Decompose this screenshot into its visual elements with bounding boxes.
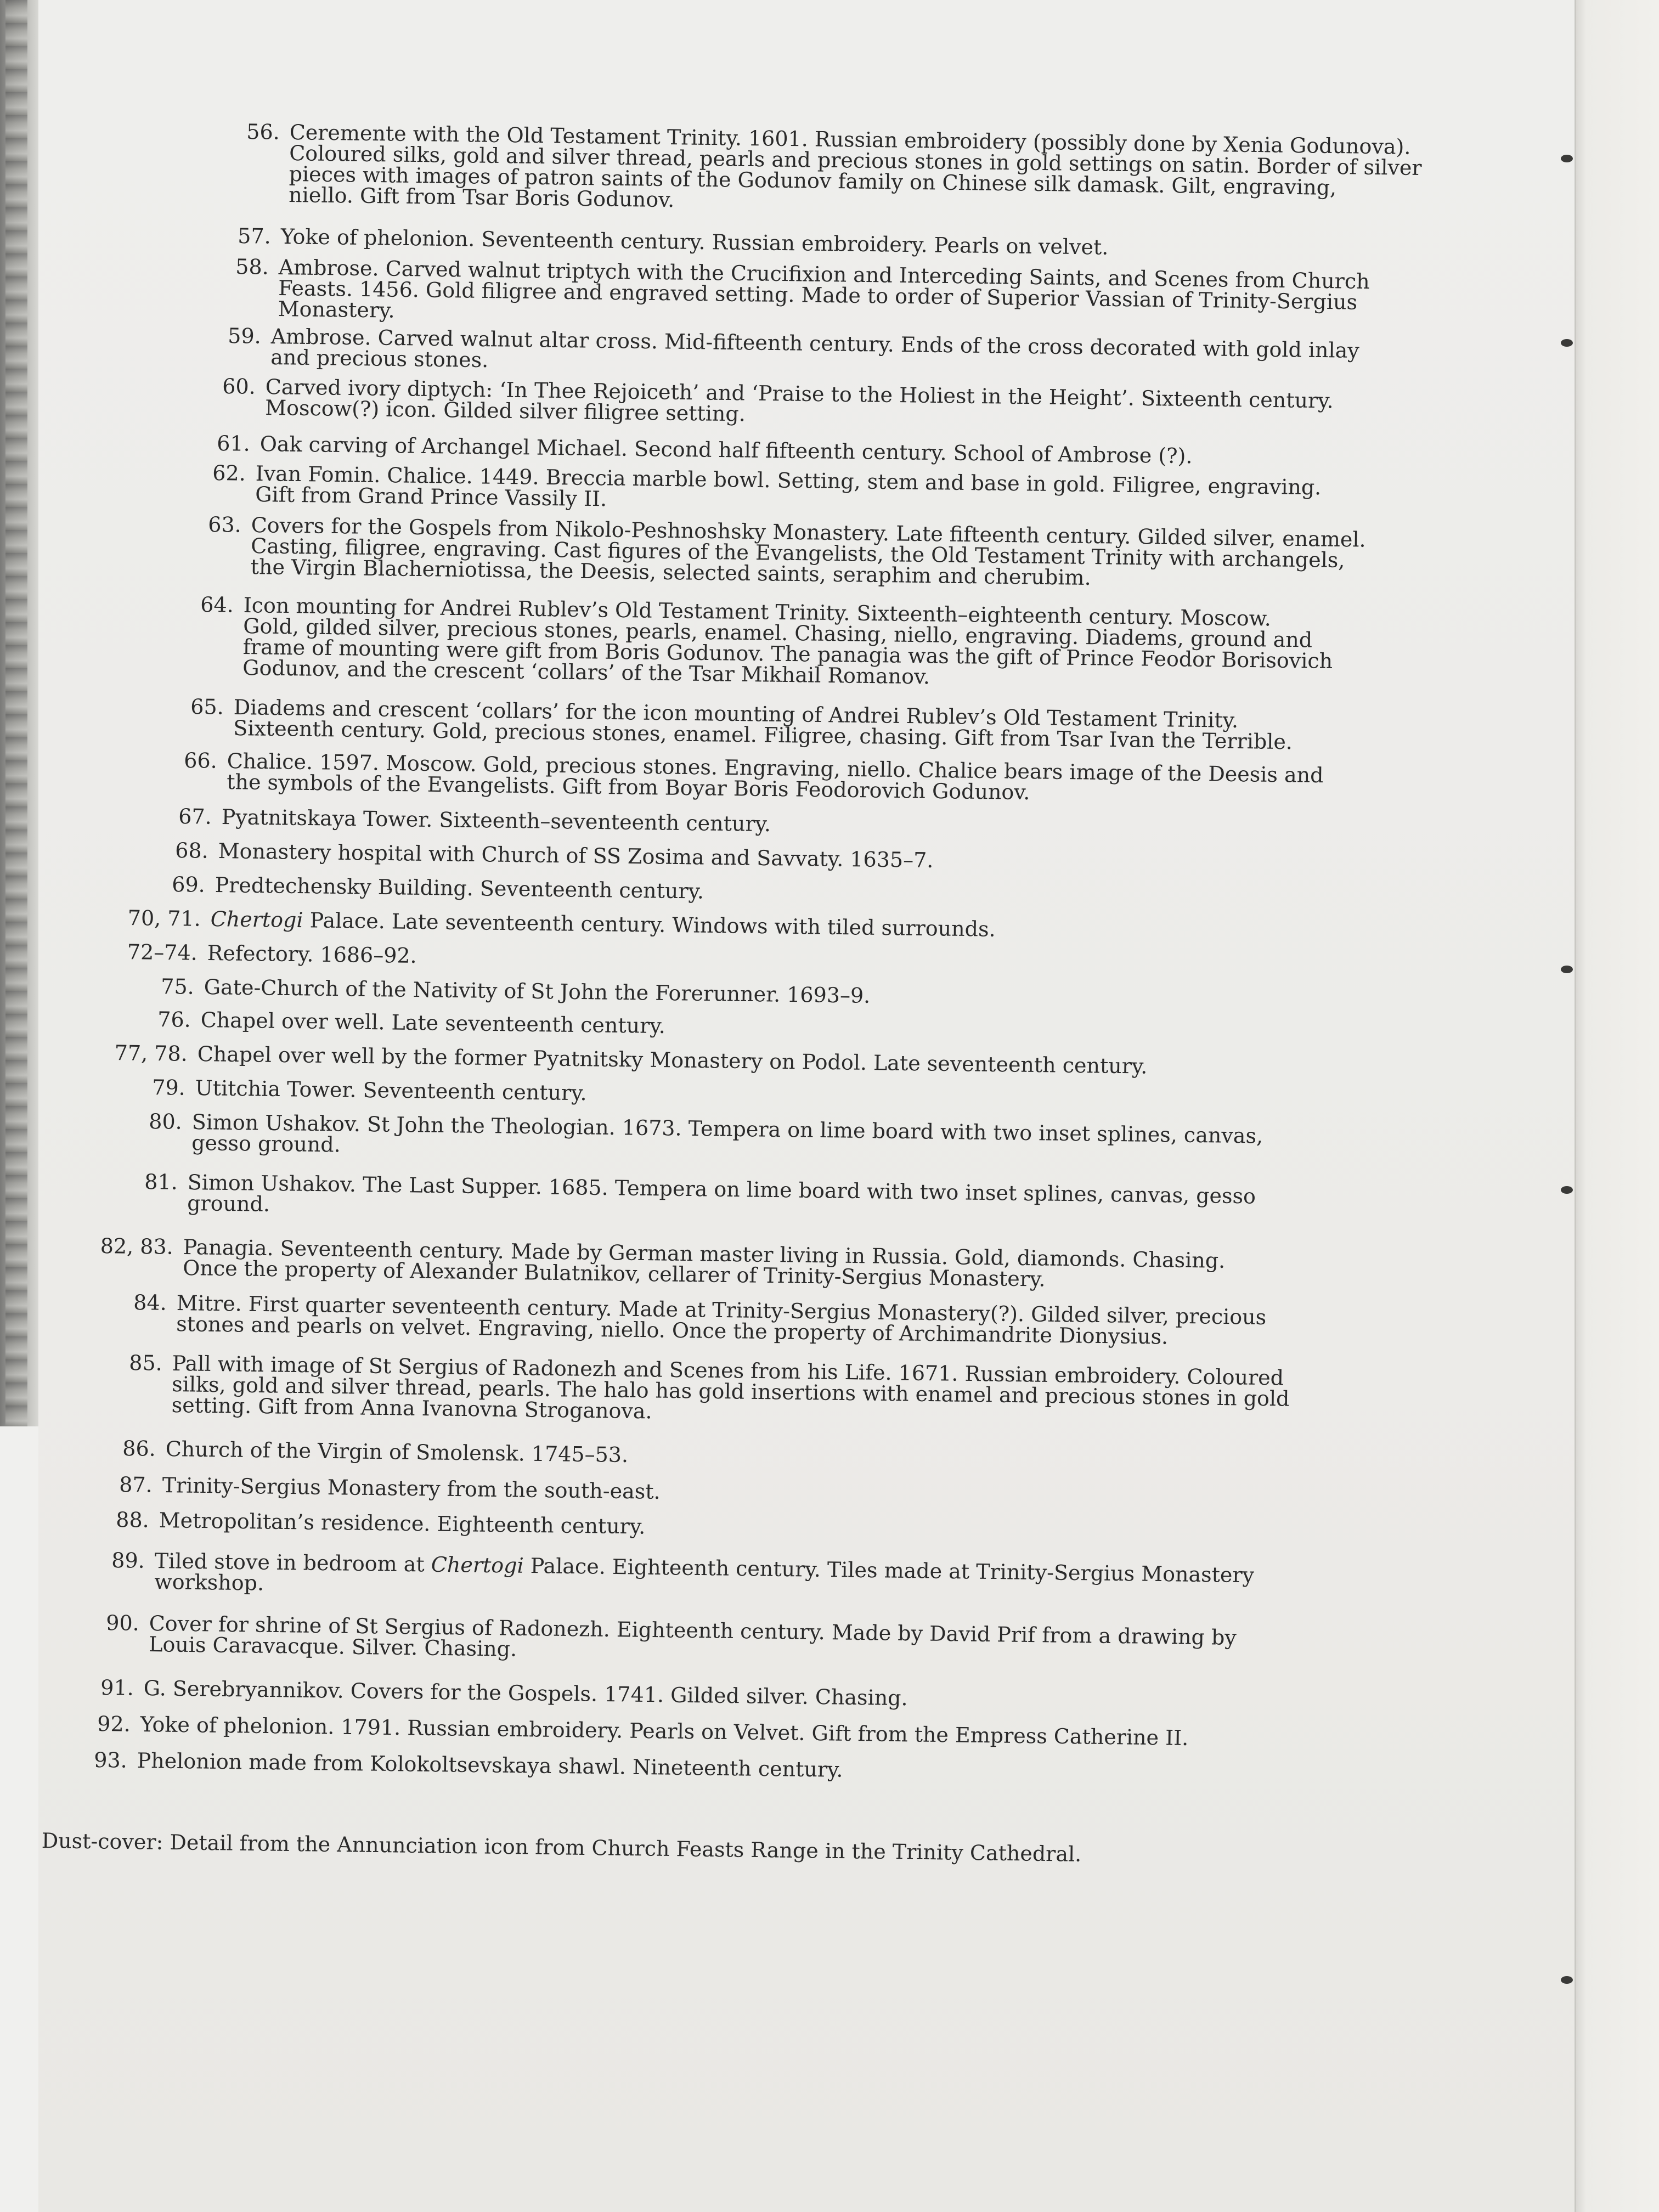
caption-entry-88	[116, 1507, 646, 1539]
caption-entry-67	[178, 804, 771, 837]
entry-number: 62.	[212, 460, 246, 486]
entry-number: 88.	[116, 1507, 150, 1532]
caption-entry-57	[238, 223, 1109, 259]
entry-number: 79.	[152, 1075, 186, 1100]
entry-text: Palace. Eighteenth century. Tiles made at Trinity-Sergius Monastery workshop.	[154, 1553, 1255, 1595]
entry-text: Refectory. 1686–92.	[207, 941, 417, 968]
caption-entry-87	[119, 1472, 661, 1504]
entry-number: 68.	[175, 838, 209, 863]
entry-text: Icon mounting for Andrei Rublev’s Old Testament Trinity. Sixteenth–eighteenth century. Moscow. Gold, gilded silver, precious stones, pearls, enamel. Chasing, niello, engraving. Diadems, ground and frame of mounting were gift from Boris Godunov. The panagia was the gift of Prince Feodor Borisovich Godunov, and the crescent ‘collars’ of the Tsar Mikhail Romanov.	[242, 593, 1333, 689]
entry-text: Covers for the Gospels from Nikolo-Peshnoshsky Monastery. Late fifteenth century. Gilded silver, enamel. Casting, filigree, engraving. Cast figures of the Evangelists, the Old Testament Trinity with archangels, the Virgin Blacherniotissa, the Deesis, selected saints, seraphim and cherubim.	[250, 513, 1366, 590]
caption-entry-66	[184, 748, 1324, 806]
caption-entry-82-83	[100, 1234, 1226, 1292]
entry-text: Utitchia Tower. Seventeenth century.	[195, 1076, 587, 1105]
caption-entry-64	[200, 592, 1333, 692]
caption-entry-84	[133, 1290, 1267, 1349]
entry-text: Church of the Virgin of Smolensk. 1745–53.	[165, 1437, 629, 1468]
entry-number: 58.	[235, 254, 269, 279]
caption-entry-75	[161, 974, 871, 1008]
entry-number: 76.	[157, 1007, 191, 1032]
caption-entry-59	[228, 323, 1360, 382]
dust-cover-note	[42, 1830, 1082, 1865]
entry-number: 61.	[217, 431, 251, 456]
caption-entry-77-78	[114, 1041, 1148, 1079]
entry-text: Metropolitan’s residence. Eighteenth century.	[159, 1508, 646, 1539]
entry-text: Chapel over well by the former Pyatnitsky Monastery on Podol. Late seventeenth century.	[197, 1042, 1148, 1079]
entry-number: 72–74.	[127, 940, 198, 965]
caption-entry-58	[235, 254, 1370, 334]
caption-entry-62	[212, 460, 1322, 518]
entry-number: 60.	[222, 374, 256, 399]
caption-entry-60	[222, 374, 1334, 432]
entry-number: 89.	[111, 1548, 145, 1573]
caption-entry-91	[100, 1675, 908, 1711]
entry-text: Ambrose. Carved walnut triptych with the Crucifixion and Interceding Saints, and Scenes from Church Feasts. 1456. Gold filigree and engraved setting. Made to order of Superior Vassian of Trinity-Sergius Monastery.	[278, 255, 1370, 323]
entry-text: Yoke of phelonion. Seventeenth century. Russian embroidery. Pearls on velvet.	[280, 224, 1109, 259]
caption-entry-79	[152, 1075, 587, 1105]
entry-text: Cover for shrine of St Sergius of Radonezh. Eighteenth century. Made by David Prif from a drawing by Louis Caravacque. Silver. Chasing.	[148, 1611, 1237, 1661]
entry-text: Chapel over well. Late seventeenth century.	[200, 1008, 666, 1039]
caption-entry-90	[106, 1610, 1237, 1669]
entry-number: 84.	[133, 1290, 167, 1315]
entry-text: Phelonion made from Kolokoltsevskaya shawl. Nineteenth century.	[137, 1748, 843, 1782]
entry-number: 70, 71.	[127, 906, 201, 931]
entry-number: 93.	[94, 1747, 128, 1773]
entry-text: Chalice. 1597. Moscow. Gold, precious stones. Engraving, niello. Chalice bears image of the Deesis and the symbols of the Evangelists. Gift from Boyar Boris Feodorovich Godunov.	[226, 749, 1324, 805]
caption-entry-80	[149, 1109, 1263, 1167]
entry-number: 80.	[149, 1109, 183, 1134]
entry-number: 59.	[228, 323, 262, 348]
entry-text: Monastery hospital with Church of SS Zosima and Savvaty. 1635–7.	[218, 839, 934, 873]
caption-entry-85	[129, 1350, 1290, 1430]
entry-number: 56.	[246, 119, 280, 144]
entry-text: Oak carving of Archangel Michael. Second half fifteenth century. School of Ambrose (?).	[259, 432, 1193, 469]
entry-text: Mitre. First quarter seventeenth century. Made at Trinity-Sergius Monastery(?). Gilded silver, precious stones and pearls on velvet. Engraving, niello. Once the property of Archimandrite Dionysius.	[176, 1291, 1267, 1349]
dust-cover-text: Detail from the Annunciation icon from Church Feasts Range in the Trinity Cathedral.	[170, 1830, 1082, 1866]
entry-number: 77, 78.	[114, 1041, 188, 1066]
entry-number: 86.	[122, 1436, 156, 1461]
entry-text: Panagia. Seventeenth century. Made by German master living in Russia. Gold, diamonds. Chasing. Once the property of Alexander Bulatnikov, cellarer of Trinity-Sergius Monastery.	[182, 1235, 1226, 1291]
entry-text: G. Serebryannikov. Covers for the Gospels. 1741. Gilded silver. Chasing.	[143, 1676, 908, 1711]
entry-number: 82, 83.	[100, 1234, 174, 1259]
entry-text: Carved ivory diptych: ‘In Thee Rejoiceth’ and ‘Praise to the Holiest in the Height’. Sixteenth century. Moscow(?) icon. Gilded silver filigree setting.	[264, 375, 1334, 426]
caption-entry-65	[190, 694, 1293, 754]
entry-number: 75.	[161, 974, 195, 999]
entry-number: 91.	[100, 1675, 134, 1700]
entry-text: Gate-Church of the Nativity of St John the Forerunner. 1693–9.	[204, 975, 871, 1008]
caption-entry-92	[97, 1711, 1189, 1751]
entry-number: 66.	[184, 748, 218, 773]
entry-number: 65.	[190, 694, 224, 719]
caption-entry-76	[157, 1007, 666, 1039]
entry-number: 87.	[119, 1472, 153, 1497]
dust-cover-label: Dust-cover:	[41, 1829, 163, 1854]
entry-text: Diadems and crescent ‘collars’ for the icon mounting of Andrei Rublev’s Old Testament Trinity. Sixteenth century. Gold, precious stones, enamel. Filigree, chasing. Gift from Tsar Ivan the Terrible.	[233, 695, 1293, 754]
entry-number: 69.	[172, 872, 206, 897]
entry-text: Simon Ushakov. St John the Theologian. 1673. Tempera on lime board with two inset splines, canvas, gesso ground.	[191, 1110, 1263, 1157]
entry-number: 92.	[97, 1711, 131, 1736]
entry-text: Palace. Late seventeenth century. Windows with tiled surrounds.	[303, 908, 996, 941]
entry-text: Pyatnitskaya Tower. Sixteenth–seventeenth century.	[221, 805, 771, 837]
entry-italic-word: Chertogi	[210, 907, 303, 933]
entry-text: Predtechensky Building. Seventeenth century.	[215, 873, 704, 904]
caption-entry-56	[246, 119, 1422, 220]
entry-number: 81.	[144, 1169, 178, 1194]
caption-entry-61	[217, 431, 1193, 469]
caption-entry-70-71	[127, 906, 996, 941]
entry-text: Simon Ushakov. The Last Supper. 1685. Tempera on lime board with two inset splines, canvas, gesso ground.	[187, 1170, 1256, 1216]
caption-entry-72-74	[127, 940, 417, 968]
caption-entry-81	[144, 1169, 1256, 1227]
entry-text: Pall with image of St Sergius of Radonezh and Scenes from his Life. 1671. Russian embroidery. Coloured silks, gold and silver thread, pearls. The halo has gold insertions with enamel and precious stones in gold setting. Gift from Anna Ivanovna Stroganova.	[171, 1351, 1290, 1424]
caption-entry-86	[122, 1436, 629, 1468]
caption-entry-89	[111, 1548, 1255, 1606]
entry-number: 90.	[106, 1610, 140, 1635]
entry-number: 64.	[200, 592, 234, 617]
entry-number: 67.	[178, 804, 212, 829]
caption-entry-68	[175, 838, 934, 873]
entry-text: Ceremente with the Old Testament Trinity. 1601. Russian embroidery (possibly done by Xenia Godunova). Coloured silks, gold and silver thread, pearls and precious stones in gold settings on satin. Border of silver pieces with images of patron saints of the Godunov family on Chinese silk damask. Gilt, engraving, niello. Gift from Tsar Boris Godunov.	[288, 120, 1422, 212]
entry-text: Trinity-Sergius Monastery from the south-east.	[162, 1473, 661, 1504]
entry-number: 63.	[208, 512, 242, 537]
entry-text: Ambrose. Carved walnut altar cross. Mid-fifteenth century. Ends of the cross decorated with gold inlay and precious stones.	[270, 324, 1360, 373]
caption-entry-69	[172, 872, 704, 904]
entry-number: 85.	[129, 1350, 163, 1375]
caption-entry-93	[94, 1747, 843, 1782]
caption-entry-63	[208, 512, 1366, 592]
entry-italic-word: Chertogi	[431, 1552, 524, 1578]
entry-text: Ivan Fomin. Chalice. 1449. Breccia marble bowl. Setting, stem and base in gold. Filigree, engraving. Gift from Grand Prince Vassily II.	[255, 461, 1322, 511]
entry-number: 57.	[238, 223, 272, 249]
entry-text: Yoke of phelonion. 1791. Russian embroidery. Pearls on Velvet. Gift from the Empress Catherine II.	[140, 1712, 1189, 1751]
entry-text-lead: Tiled stove in bedroom at	[154, 1549, 432, 1577]
